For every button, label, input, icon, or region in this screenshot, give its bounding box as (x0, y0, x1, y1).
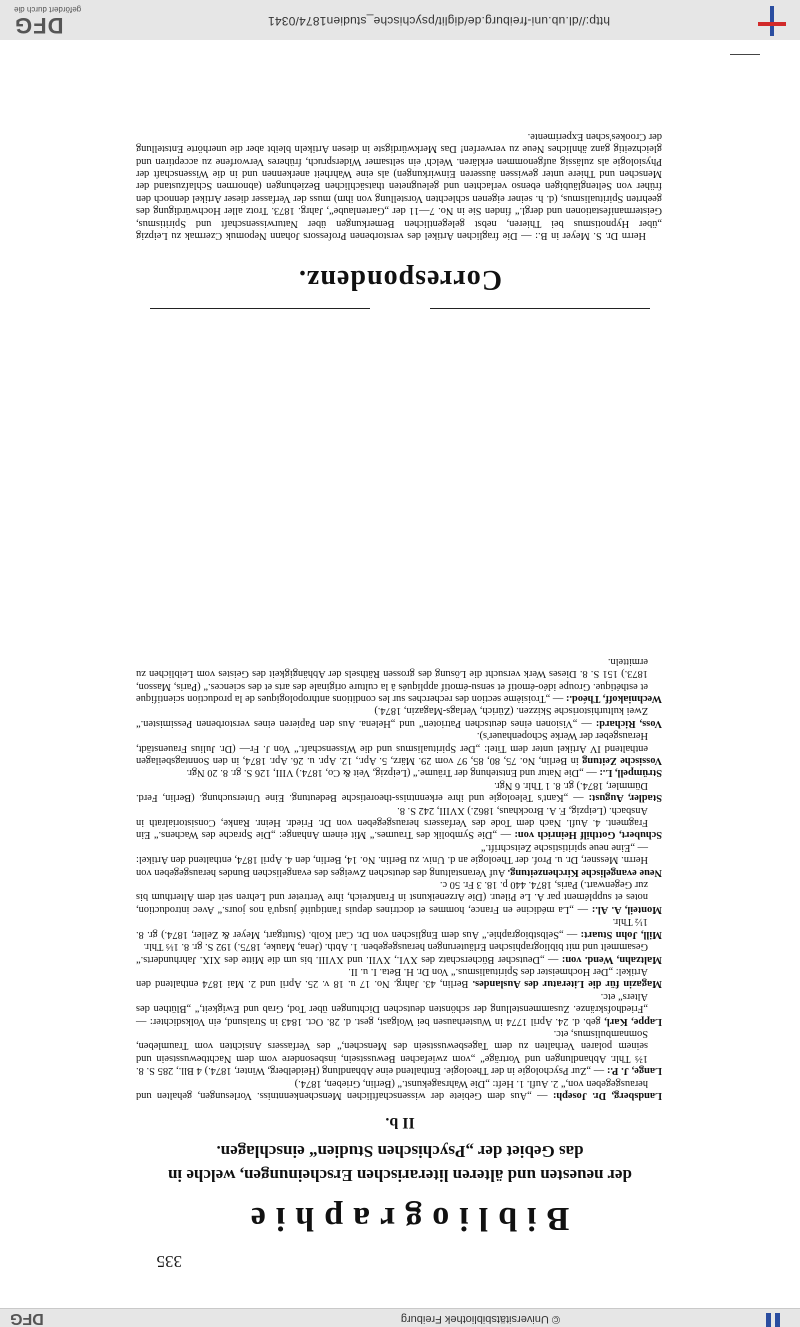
entry-author: Lappe, Karl, (604, 1015, 662, 1027)
dfg-logo-bottom: DFG (10, 1310, 44, 1327)
correspondence-text: Herrn Dr. S. Meyer in B.: — Die fraglichen Artikel des verstorbenen Professors Johann Nepomuk Czermak zu Leipzig „über Hypnotismus bei Thieren, nebst gelegentlichen Bemerkungen über Naturwissenschaft und Spiritismus, Geistermanifestationen und dergl.“ finden Sie in No. 7—11 der „Gartenlaube“, Jahrg. 1873. Trotz aller Hochwürdigung des geehrten Spiritualismus, (d. h. seiner eigenen schlechten Vorstellung von ihm) muss der Verfasser dieser Artikel dennoch den früher von Seltengläubigen ebenso verlachten und geleugneten thatsächlichen Beziehungen (abnormen Schlafzustand der Menschen und Thiere unter gewissen äusseren Einwirkungen) als eine Wahrheit anerkennen und in die Wissenschaft der Physiologie als zulässig aufgenommen erklären. Welch' ein seltsamer Widerspruch, früheres Verworfene zu acceptiren und gleichzeitig ganz ähnliches Neue zu verwerfen! Das Merkwürdigste in diesen Artikeln bleibt aber die unerhörte Entstellung der Crookes'schen Experimente. (136, 130, 662, 241)
entry-text: — „Die Symbolik des Traumes.“ Mit einem Anhange: „Die Sprache des Wachens.“ Ein Fragment. 4. Aufl. Nach dem Tode des Verfassers herausgegeben von Dr. Friedr. Heinr. Ranke, Consistorialrath in Ansbach. (Leipzig, F. A. Brockhaus, 1862.) XVIII, 242 S. 8. (136, 804, 648, 841)
correspondence-heading: Correspondenz. (297, 264, 503, 295)
entry-text: — „Troisième section des recherches sur les conditions anthropologiques de la production scientifique et esthétique. Groupe idéo-émotif et sensu-émotif appliqués à la culture originale des arts et des sciences.“ (Paris, Masson, 1873.) 151 S. 8. Dieses Werk versucht die Lösung des grossen Räthsels der Abhängigkeit des Geistes vom Leiblichen zu ermitteln. (136, 655, 648, 704)
entry-author: Vossische Zeitung (582, 755, 662, 767)
dfg-logo: DFG (14, 13, 64, 38)
bibliography-entry (136, 1027, 662, 1077)
browser-top-bar (0, 0, 800, 41)
entry-text: — „Kant's Teleologie und ihre erkenntniss-theoretische Bedeutung. Eine Untersuchung. (Berlin, Ferd. Dümmler, 1874.) gr. 8. 1 Thlr. 6 Ngr. (136, 779, 648, 804)
ub-freiburg-logo-icon (758, 6, 786, 36)
entry-author: Mill, John Stuart: (580, 928, 662, 940)
entry-author: Strümpell, L.: (599, 767, 662, 779)
entry-author: Voss, Richard: (595, 717, 662, 729)
entry-text: — „Visionen eines deutschen Patrioten“ und „Helena. Aus den Papieren eines verstorbenen Pessimisten.“ Zwei kulturhistorische Skizzen. (Zürich, Verlags-Magazin, 1874.) (136, 705, 648, 729)
entry-author: Wechniakoff, Théod.: (565, 693, 662, 704)
browser-bottom-bar-rotated (0, 1309, 800, 1327)
entry-author: Monteil, A. Al.: (591, 903, 662, 915)
entry-author: Maltzahn, Wend. von: (561, 953, 662, 965)
browser-bottom-bar (0, 1308, 800, 1327)
entry-text: — „Selbstbiographie.“ Aus dem Englischen von Dr. Carl Kolb. (Stuttgart, Meyer & Zeller, 1874.) gr. 8. 1½ Thlr. (136, 916, 648, 940)
browser-top-bar-rotated (0, 0, 800, 40)
entry-author: Magazin für die Literatur des Auslandes. (472, 978, 662, 990)
bibliography-entry (136, 878, 662, 915)
bibliography-entry (136, 766, 662, 778)
entry-author: Schubert, Gotthilf Heinrich von: (514, 829, 662, 841)
entry-text: — „Die Natur und Entstehung der Träume.“ (Leipzig, Veit & Co, 1874.) VIII, 126 S. gr. 8. 20 Ngr. (186, 767, 600, 779)
entry-author: Stadler, August: (588, 792, 662, 804)
bibliography-entry (136, 915, 662, 940)
subtitle-line-2: das Gebiet der „Psychischen Studien“ einschlagen. (216, 1142, 584, 1161)
bibliography-entry (136, 1076, 662, 1101)
dfg-subtitle: gefördert durch die (14, 5, 82, 14)
bibliography-entry (136, 840, 662, 877)
section-heading: II b. (385, 1114, 415, 1131)
bibliography-entry (136, 704, 662, 729)
entry-text: — „Deutscher Bücherschatz des XVI., XVII. und XVIII. bis um die Mitte des XIX. Jahrhunderts.“ Gesammelt und mit bibliographischen Erläuterungen herausgegeben. 1. Abth. (Jena, Mauke, 1875.) 192 S. gr. 8. 1⅓ Thlr. (136, 941, 648, 965)
entry-text: geb. d. 24. April 1774 in Wusterhausen bei Wolgast, gest. d. 28. Oct. 1843 in Stralsund, ein Volksdichter: — „Friedhofskränze. Zusammenstellung der schönsten deutschen Dichtungen über Tod, Grab und Ewigkeit,“ „Blüthen des Alters“ etc. (136, 990, 648, 1027)
bibliography-entry (136, 654, 662, 704)
entry-text: — „La médicine en France, hommes et doctrines depuis l'antiquité jusqu'à nos jours.“ Avec introduction, notes et supplément par A. Le Pileur. (Die Arzeneikunst in Frankreich, ihre Vertreter und Lehren seit dem Alterthum bis zur Gegenwart.) Paris, 1874. 440 p. 18. 3 Fr. 50 c. (136, 879, 648, 915)
bibliography-entry (136, 778, 662, 803)
divider-rule-right (150, 308, 370, 309)
ub-freiburg-small-icon (762, 1313, 780, 1327)
entry-text: Auf Veranstaltung des deutschen Zweiges des evangelischen Bundes herausgegeben von Herrn. Messner, Dr. u. Prof. der Theologie an d. Univ. zu Berlin. No. 14, Berlin, den 4. April 1874, enthaltend den Artikel: — „Eine neue spiritistische Zeitschrift.“ (136, 841, 648, 878)
entry-author: Lange, J. P.: (606, 1065, 662, 1077)
bibliography-entry (136, 940, 662, 965)
entry-text: — „Zur Psychologie in der Theologie. Enthaltend eine Abhandlung (Heidelberg, Winter, 1874.) 4 Bll., 285 S. 8. 1⅔ Thlr. Abhandlungen und Vorträge“ „vom zwiefachen Bewusstsein, insbesondere vom dem Nachtbewusstsein und seinem polaren Verhalten zu dem Tagesbewusstsein des Menschen,“ des Verfassers Ansichten vom Traumleben, Somnambulismus, etc. (135, 1027, 648, 1077)
bibliography-entry (136, 803, 662, 840)
divider-rule-left (430, 308, 650, 309)
entry-text: Berlin, 43. Jahrg. No. 17 u. 18 v. 25. April und 2. Mai 1874 enthaltend den Artikel: „Der Hochmeister des Spiritualismus.“ Von Dr. H. Beta. I. u. II. (136, 965, 648, 990)
address-url[interactable]: http://dl.ub.uni-freiburg.de/diglit/psychische_studien1874/0341 (267, 14, 610, 28)
document-page (0, 40, 800, 1309)
entry-author: Landsberg, Dr. Joseph: (552, 1090, 662, 1101)
bibliography-entry (136, 729, 662, 766)
page-number: 335 (156, 1252, 182, 1271)
entry-text: in Berlin, No. 75, 80, 85, 97 vom 29. März, 5. Apr., 12. Apr. u. 26. Apr. 1874, in den Sonntagsbeilagen enthaltend IV Artikel unter dem Titel: „Der Spiritualismus und die Wissenschaft.“ Von J. Fr— (Dr. Julius Frauenstädt, Herausgeber der Werke Schopenhauer's). (136, 730, 648, 767)
entry-author: Neue evangelische Kirchenzeitung. (507, 866, 662, 878)
copyright-notice: © Universitätsbibliothek Freiburg (400, 1313, 560, 1325)
subtitle-line-1: der neuesten und älteren literarischen Erscheinungen, welche in (167, 1166, 633, 1185)
entry-text: — „Aus dem Gebiete der wissenschaftlichen Menschenkenntniss. Vorlesungen, gehalten und herausgegeben von,“ 2. Aufl. 1. Heft: „Die Wahrsagekunst.“ (Berlin, Grieben, 1874.) (136, 1077, 648, 1101)
rotated-page-content (0, 40, 800, 1309)
bibliography-entry (136, 965, 662, 990)
page-title: Bibliographie (240, 1200, 570, 1237)
bibliography-entry (136, 989, 662, 1026)
page-subtitle (120, 1139, 680, 1187)
margin-mark (730, 54, 760, 55)
bibliography-list (136, 654, 662, 1101)
